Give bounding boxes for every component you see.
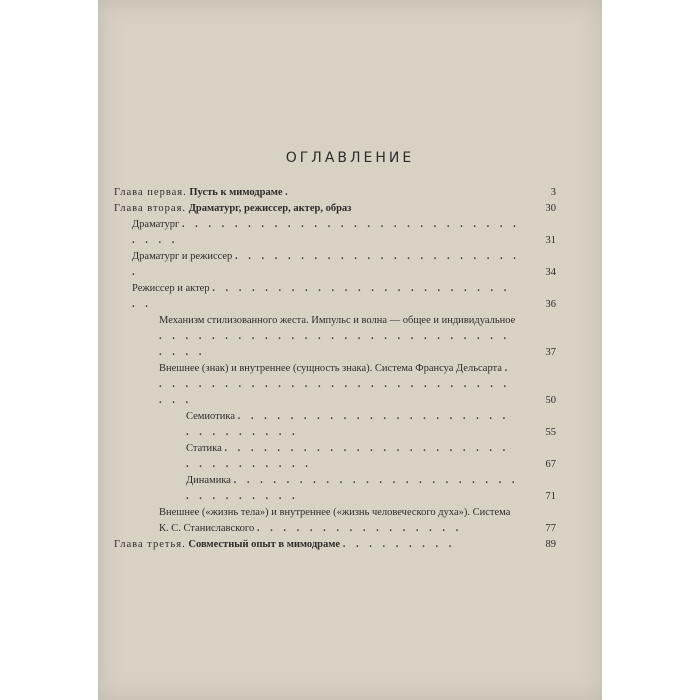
page-number: 67 bbox=[545, 459, 556, 470]
entry-title: Пусть к мимодраме bbox=[189, 187, 283, 198]
toc-entry-dynamics bbox=[114, 473, 556, 505]
dot-leader: . . . . . . . . . . . . . . . . . . . . . . . . . . . . . . . bbox=[159, 331, 511, 358]
entry-title: Внешнее («жизнь тела») и внутреннее («жизнь человеческого духа»). Система К. С. Станиславского bbox=[159, 507, 511, 534]
page-number: 3 bbox=[550, 187, 556, 198]
toc-entry-director-and-actor bbox=[114, 281, 556, 313]
toc-entry-chapter-3 bbox=[114, 537, 556, 553]
table-of-contents bbox=[114, 185, 556, 553]
entry-title: Драматург, режиссер, актер, образ bbox=[188, 203, 352, 214]
page-number: 89 bbox=[545, 539, 556, 550]
page-number: 50 bbox=[545, 395, 556, 406]
toc-entry-stanislavsky-system bbox=[114, 505, 556, 537]
chapter-prefix: Глава первая. bbox=[114, 187, 187, 198]
entry-title: Драматург bbox=[132, 219, 180, 230]
dot-leader: . bbox=[285, 187, 292, 198]
page-number: 71 bbox=[545, 491, 556, 502]
entry-title: Статика bbox=[186, 443, 222, 454]
entry-title: Внешнее (знак) и внутреннее (сущность знака). Система Франсуа Дельсарта bbox=[159, 363, 502, 374]
toc-entry-gesture-mechanism bbox=[114, 313, 556, 361]
entry-title: Динамика bbox=[186, 475, 231, 486]
page-number: 37 bbox=[545, 347, 556, 358]
chapter-prefix: Глава третья. bbox=[114, 539, 186, 550]
entry-title: Режиссер и актер bbox=[132, 283, 210, 294]
toc-heading: ОГЛАВЛЕНИЕ bbox=[285, 150, 415, 166]
entry-title: Драматург и режиссер bbox=[132, 251, 233, 262]
chapter-prefix: Глава вторая. bbox=[114, 203, 187, 214]
book-page bbox=[98, 0, 602, 700]
toc-entry-delsarte-system bbox=[114, 361, 556, 409]
entry-title: Совместный опыт в мимодраме bbox=[188, 539, 341, 550]
dot-leader: . . . . . . . . . . . . . . . . . . . . . . . . . . . . . . . bbox=[159, 363, 512, 406]
dot-leader: . . . . . . . . . . . . . . . . . . . . . . . . . . . . . . bbox=[186, 411, 510, 438]
page-number: 34 bbox=[545, 267, 556, 278]
dot-leader: . . . . . . . . . bbox=[342, 539, 456, 550]
toc-entry-dramaturg bbox=[114, 217, 556, 249]
page-number: 36 bbox=[545, 299, 556, 310]
toc-entry-statics bbox=[114, 441, 556, 473]
dot-leader: . . . . . . . . . . . . . . . . . . . . . . . . . . . . . . . . bbox=[186, 443, 510, 470]
toc-entry-dramaturg-and-director bbox=[114, 249, 556, 281]
toc-entry-semiotics bbox=[114, 409, 556, 441]
page-number: 77 bbox=[545, 523, 556, 534]
entry-title: Механизм стилизованного жеста. Импульс и волна — общее и индивидуальное bbox=[159, 315, 516, 326]
page-number: 31 bbox=[545, 235, 556, 246]
entry-title: Семиотика bbox=[186, 411, 235, 422]
dot-leader: . . . . . . . . . . . . . . . . bbox=[256, 523, 463, 534]
page-number: 55 bbox=[545, 427, 556, 438]
dot-leader: . . . . . . . . . . . . . . . . . . . . . . . . . . . . . . bbox=[132, 219, 520, 246]
toc-entry-chapter-2 bbox=[114, 201, 556, 217]
dot-leader: . . . . . . . . . . . . . . . . . . . . . . . . . bbox=[132, 283, 511, 310]
toc-entry-chapter-1 bbox=[114, 185, 556, 201]
dot-leader: . . . . . . . . . . . . . . . . . . . . . . . . . . . . . . . bbox=[186, 475, 519, 502]
page-number: 30 bbox=[545, 203, 556, 214]
dot-leader: . . . . . . . . . . . . . . . . . . . . . . . bbox=[132, 251, 520, 278]
